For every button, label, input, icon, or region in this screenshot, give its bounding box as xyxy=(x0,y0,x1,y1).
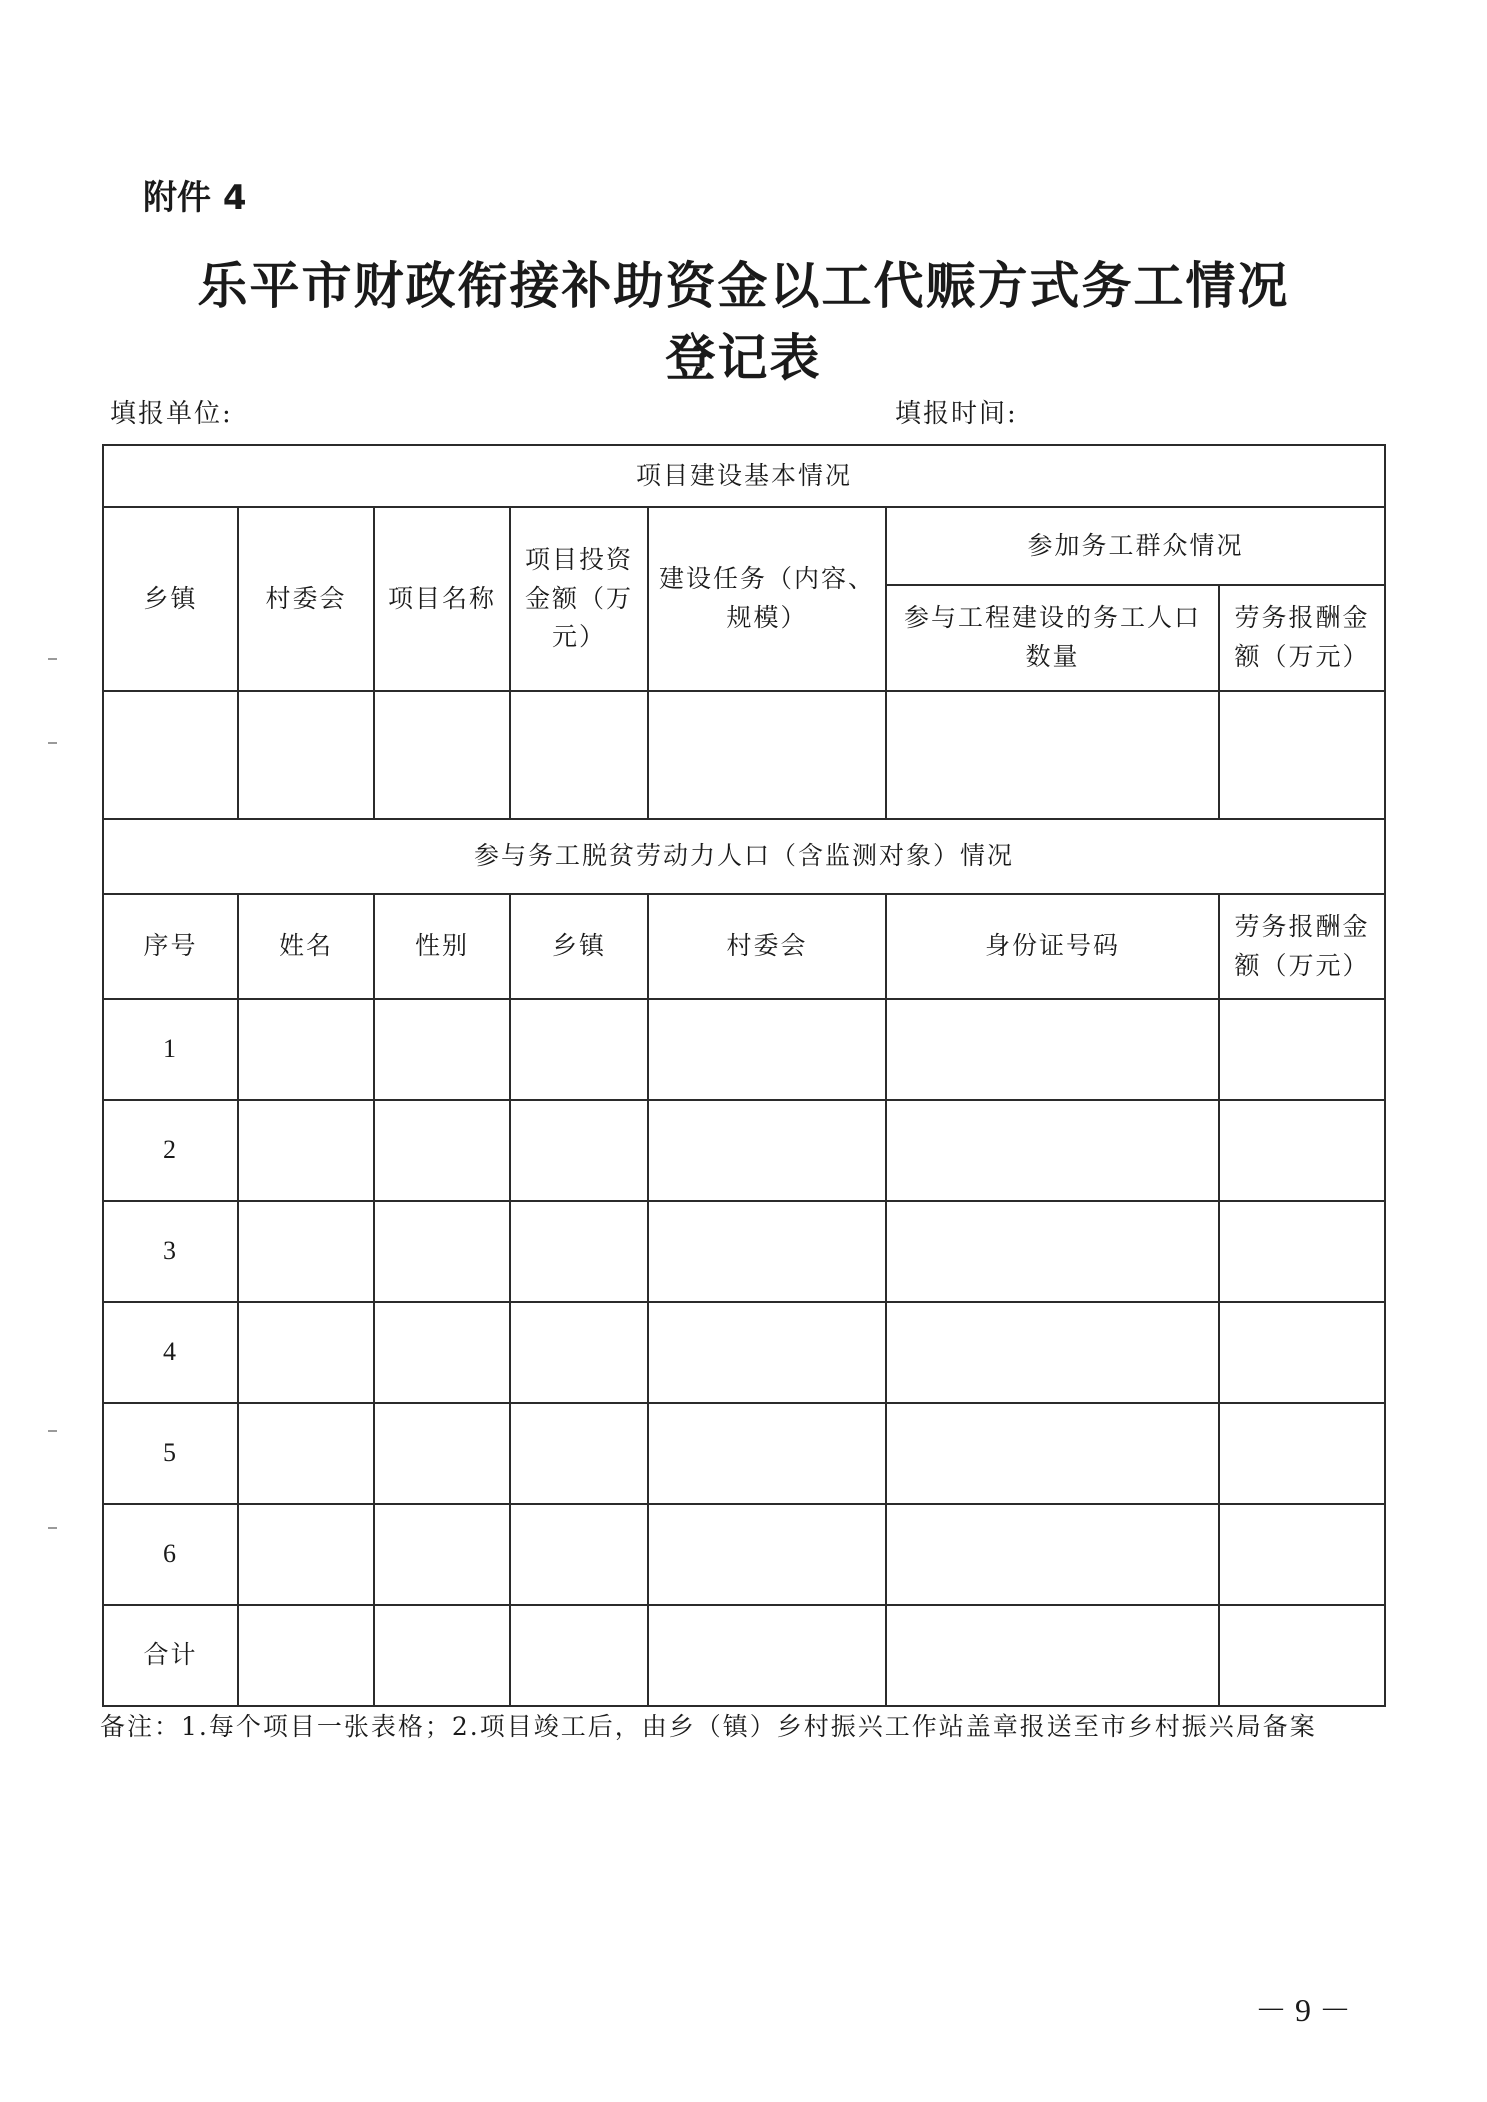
labor-pay-cell[interactable] xyxy=(1219,1403,1385,1504)
table-row xyxy=(103,1201,1385,1302)
project-task-cell[interactable] xyxy=(648,691,886,819)
gender-cell[interactable] xyxy=(374,1403,510,1504)
scan-mark xyxy=(48,1527,57,1529)
header-gender: 性别 xyxy=(374,894,510,999)
section1-title: 项目建设基本情况 xyxy=(103,445,1385,507)
fill-unit-label: 填报单位: xyxy=(110,399,233,429)
row-seq: 6 xyxy=(103,1504,238,1605)
attachment-label: 附件 4 xyxy=(143,178,247,218)
name-cell[interactable] xyxy=(238,999,374,1100)
gender-cell[interactable] xyxy=(374,999,510,1100)
labor-pay-cell[interactable] xyxy=(1219,1302,1385,1403)
table-row xyxy=(103,1302,1385,1403)
header-township: 乡镇 xyxy=(103,507,238,691)
total-village-cell[interactable] xyxy=(648,1605,886,1706)
labor-pay-cell[interactable] xyxy=(1219,1201,1385,1302)
table-row xyxy=(103,1403,1385,1504)
township-cell[interactable] xyxy=(510,1403,648,1504)
row-seq: 2 xyxy=(103,1100,238,1201)
name-cell[interactable] xyxy=(238,1201,374,1302)
village-cell[interactable] xyxy=(648,1403,886,1504)
id-number-cell[interactable] xyxy=(886,1302,1219,1403)
header-township-2: 乡镇 xyxy=(510,894,648,999)
project-investment-cell[interactable] xyxy=(510,691,648,819)
village-cell[interactable] xyxy=(648,1201,886,1302)
gender-cell[interactable] xyxy=(374,1201,510,1302)
total-id-number-cell[interactable] xyxy=(886,1605,1219,1706)
scan-mark xyxy=(48,658,57,660)
village-cell[interactable] xyxy=(648,999,886,1100)
table-row xyxy=(103,999,1385,1100)
id-number-cell[interactable] xyxy=(886,1504,1219,1605)
name-cell[interactable] xyxy=(238,1403,374,1504)
header-name: 姓名 xyxy=(238,894,374,999)
header-investment: 项目投资金额（万元） xyxy=(510,507,648,691)
total-name-cell[interactable] xyxy=(238,1605,374,1706)
header-participation-group: 参加务工群众情况 xyxy=(886,507,1385,585)
row-seq: 5 xyxy=(103,1403,238,1504)
labor-pay-cell[interactable] xyxy=(1219,1100,1385,1201)
table-row xyxy=(103,1100,1385,1201)
header-project-name: 项目名称 xyxy=(374,507,510,691)
project-labor-pay-cell[interactable] xyxy=(1219,691,1385,819)
total-row xyxy=(103,1605,1385,1706)
village-cell[interactable] xyxy=(648,1504,886,1605)
header-labor-pay-2: 劳务报酬金额（万元） xyxy=(1219,894,1385,999)
gender-cell[interactable] xyxy=(374,1100,510,1201)
header-village-committee-2: 村委会 xyxy=(648,894,886,999)
gender-cell[interactable] xyxy=(374,1302,510,1403)
form-title-line-2: 登记表 xyxy=(665,329,822,387)
header-labor-pay: 劳务报酬金额（万元） xyxy=(1219,585,1385,691)
village-cell[interactable] xyxy=(648,1302,886,1403)
header-seq: 序号 xyxy=(103,894,238,999)
labor-pay-cell[interactable] xyxy=(1219,1504,1385,1605)
total-label: 合计 xyxy=(103,1605,238,1706)
township-cell[interactable] xyxy=(510,1302,648,1403)
total-labor-pay-cell[interactable] xyxy=(1219,1605,1385,1706)
id-number-cell[interactable] xyxy=(886,1403,1219,1504)
fill-time-label: 填报时间: xyxy=(895,399,1018,429)
section2-title: 参与务工脱贫劳动力人口（含监测对象）情况 xyxy=(103,819,1385,894)
township-cell[interactable] xyxy=(510,1201,648,1302)
row-seq: 4 xyxy=(103,1302,238,1403)
id-number-cell[interactable] xyxy=(886,999,1219,1100)
id-number-cell[interactable] xyxy=(886,1100,1219,1201)
project-township-cell[interactable] xyxy=(103,691,238,819)
form-title-line-1: 乐平市财政衔接补助资金以工代赈方式务工情况 xyxy=(197,257,1290,315)
name-cell[interactable] xyxy=(238,1504,374,1605)
township-cell[interactable] xyxy=(510,999,648,1100)
total-township-cell[interactable] xyxy=(510,1605,648,1706)
project-village-cell[interactable] xyxy=(238,691,374,819)
form-note: 备注：1.每个项目一张表格；2.项目竣工后，由乡（镇）乡村振兴工作站盖章报送至市乡村振兴局备案 xyxy=(100,1712,1317,1741)
header-village-committee: 村委会 xyxy=(238,507,374,691)
table-row xyxy=(103,1504,1385,1605)
scan-mark xyxy=(48,1430,57,1432)
gender-cell[interactable] xyxy=(374,1504,510,1605)
name-cell[interactable] xyxy=(238,1302,374,1403)
header-worker-count: 参与工程建设的务工人口数量 xyxy=(886,585,1219,691)
village-cell[interactable] xyxy=(648,1100,886,1201)
header-construction-task: 建设任务（内容、规模） xyxy=(648,507,886,691)
township-cell[interactable] xyxy=(510,1504,648,1605)
page-number: － 9 － xyxy=(1255,1992,1352,2028)
name-cell[interactable] xyxy=(238,1100,374,1201)
labor-pay-cell[interactable] xyxy=(1219,999,1385,1100)
project-worker-count-cell[interactable] xyxy=(886,691,1219,819)
header-id-number: 身份证号码 xyxy=(886,894,1219,999)
registration-table xyxy=(102,444,1386,1707)
id-number-cell[interactable] xyxy=(886,1201,1219,1302)
row-seq: 3 xyxy=(103,1201,238,1302)
township-cell[interactable] xyxy=(510,1100,648,1201)
row-seq: 1 xyxy=(103,999,238,1100)
project-name-cell[interactable] xyxy=(374,691,510,819)
scan-mark xyxy=(48,742,57,744)
total-gender-cell[interactable] xyxy=(374,1605,510,1706)
